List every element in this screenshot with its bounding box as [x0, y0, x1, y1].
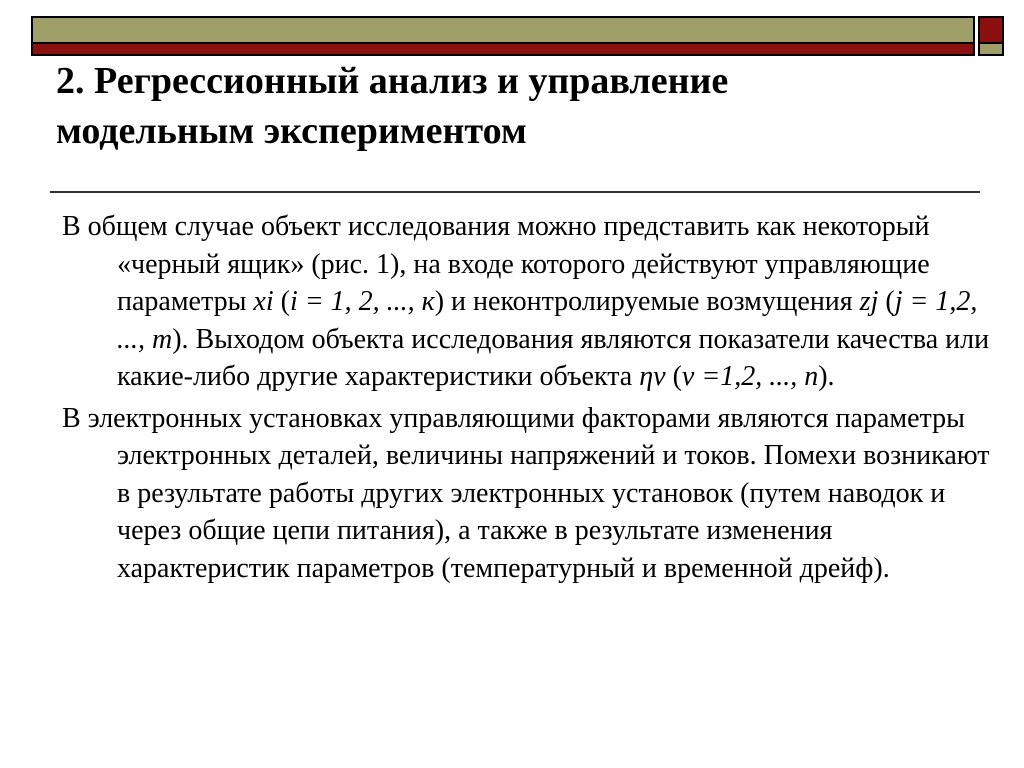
corner-red-square [978, 16, 1004, 44]
range-nu: ν =1,2, ..., n [681, 361, 819, 392]
var-eta-nu: ην [639, 361, 666, 392]
paragraph-black-box [62, 208, 992, 396]
p1-text-5: ). Выходом объекта исследования являются показатели качества или какие-либо другие характеристики объекта [117, 323, 990, 392]
slide-body [62, 208, 992, 590]
var-xi: xi [253, 286, 274, 317]
title-divider [50, 191, 980, 193]
slide-title [56, 56, 986, 156]
range-i: i = 1, 2, ..., к [289, 286, 435, 317]
range-j: j = 1,2, ..., m [117, 286, 978, 355]
paragraph-electronics: В электронных установках управляющими факторами являются параметры электронных деталей, величины напряжений и токов. Помехи возникают в результате работы других электронных установок (путем наводок и через общие цепи питания), а также в результате изменения характеристик параметров (температурный и временной дрейф). [62, 402, 990, 584]
var-zj: zj [859, 286, 879, 317]
p1-text-1: В общем случае объект исследования можно представить как некоторый «черный ящик» (рис. 1), на входе которого действуют управляющие параметры [62, 211, 930, 317]
corner-olive-square [978, 44, 1004, 56]
title-line-2: модельным экспериментом [56, 110, 527, 152]
header-red-strip [31, 44, 975, 56]
header-olive-bar [31, 16, 975, 44]
p1-text-4: ( [878, 286, 895, 317]
p1-text-6: ( [665, 361, 682, 392]
p1-text-3: ) и неконтролируемые возмущения [434, 286, 860, 317]
title-line-1: 2. Регрессионный анализ и управление [56, 60, 729, 102]
p1-text-2: ( [273, 286, 290, 317]
p1-text-7: ). [818, 361, 835, 392]
